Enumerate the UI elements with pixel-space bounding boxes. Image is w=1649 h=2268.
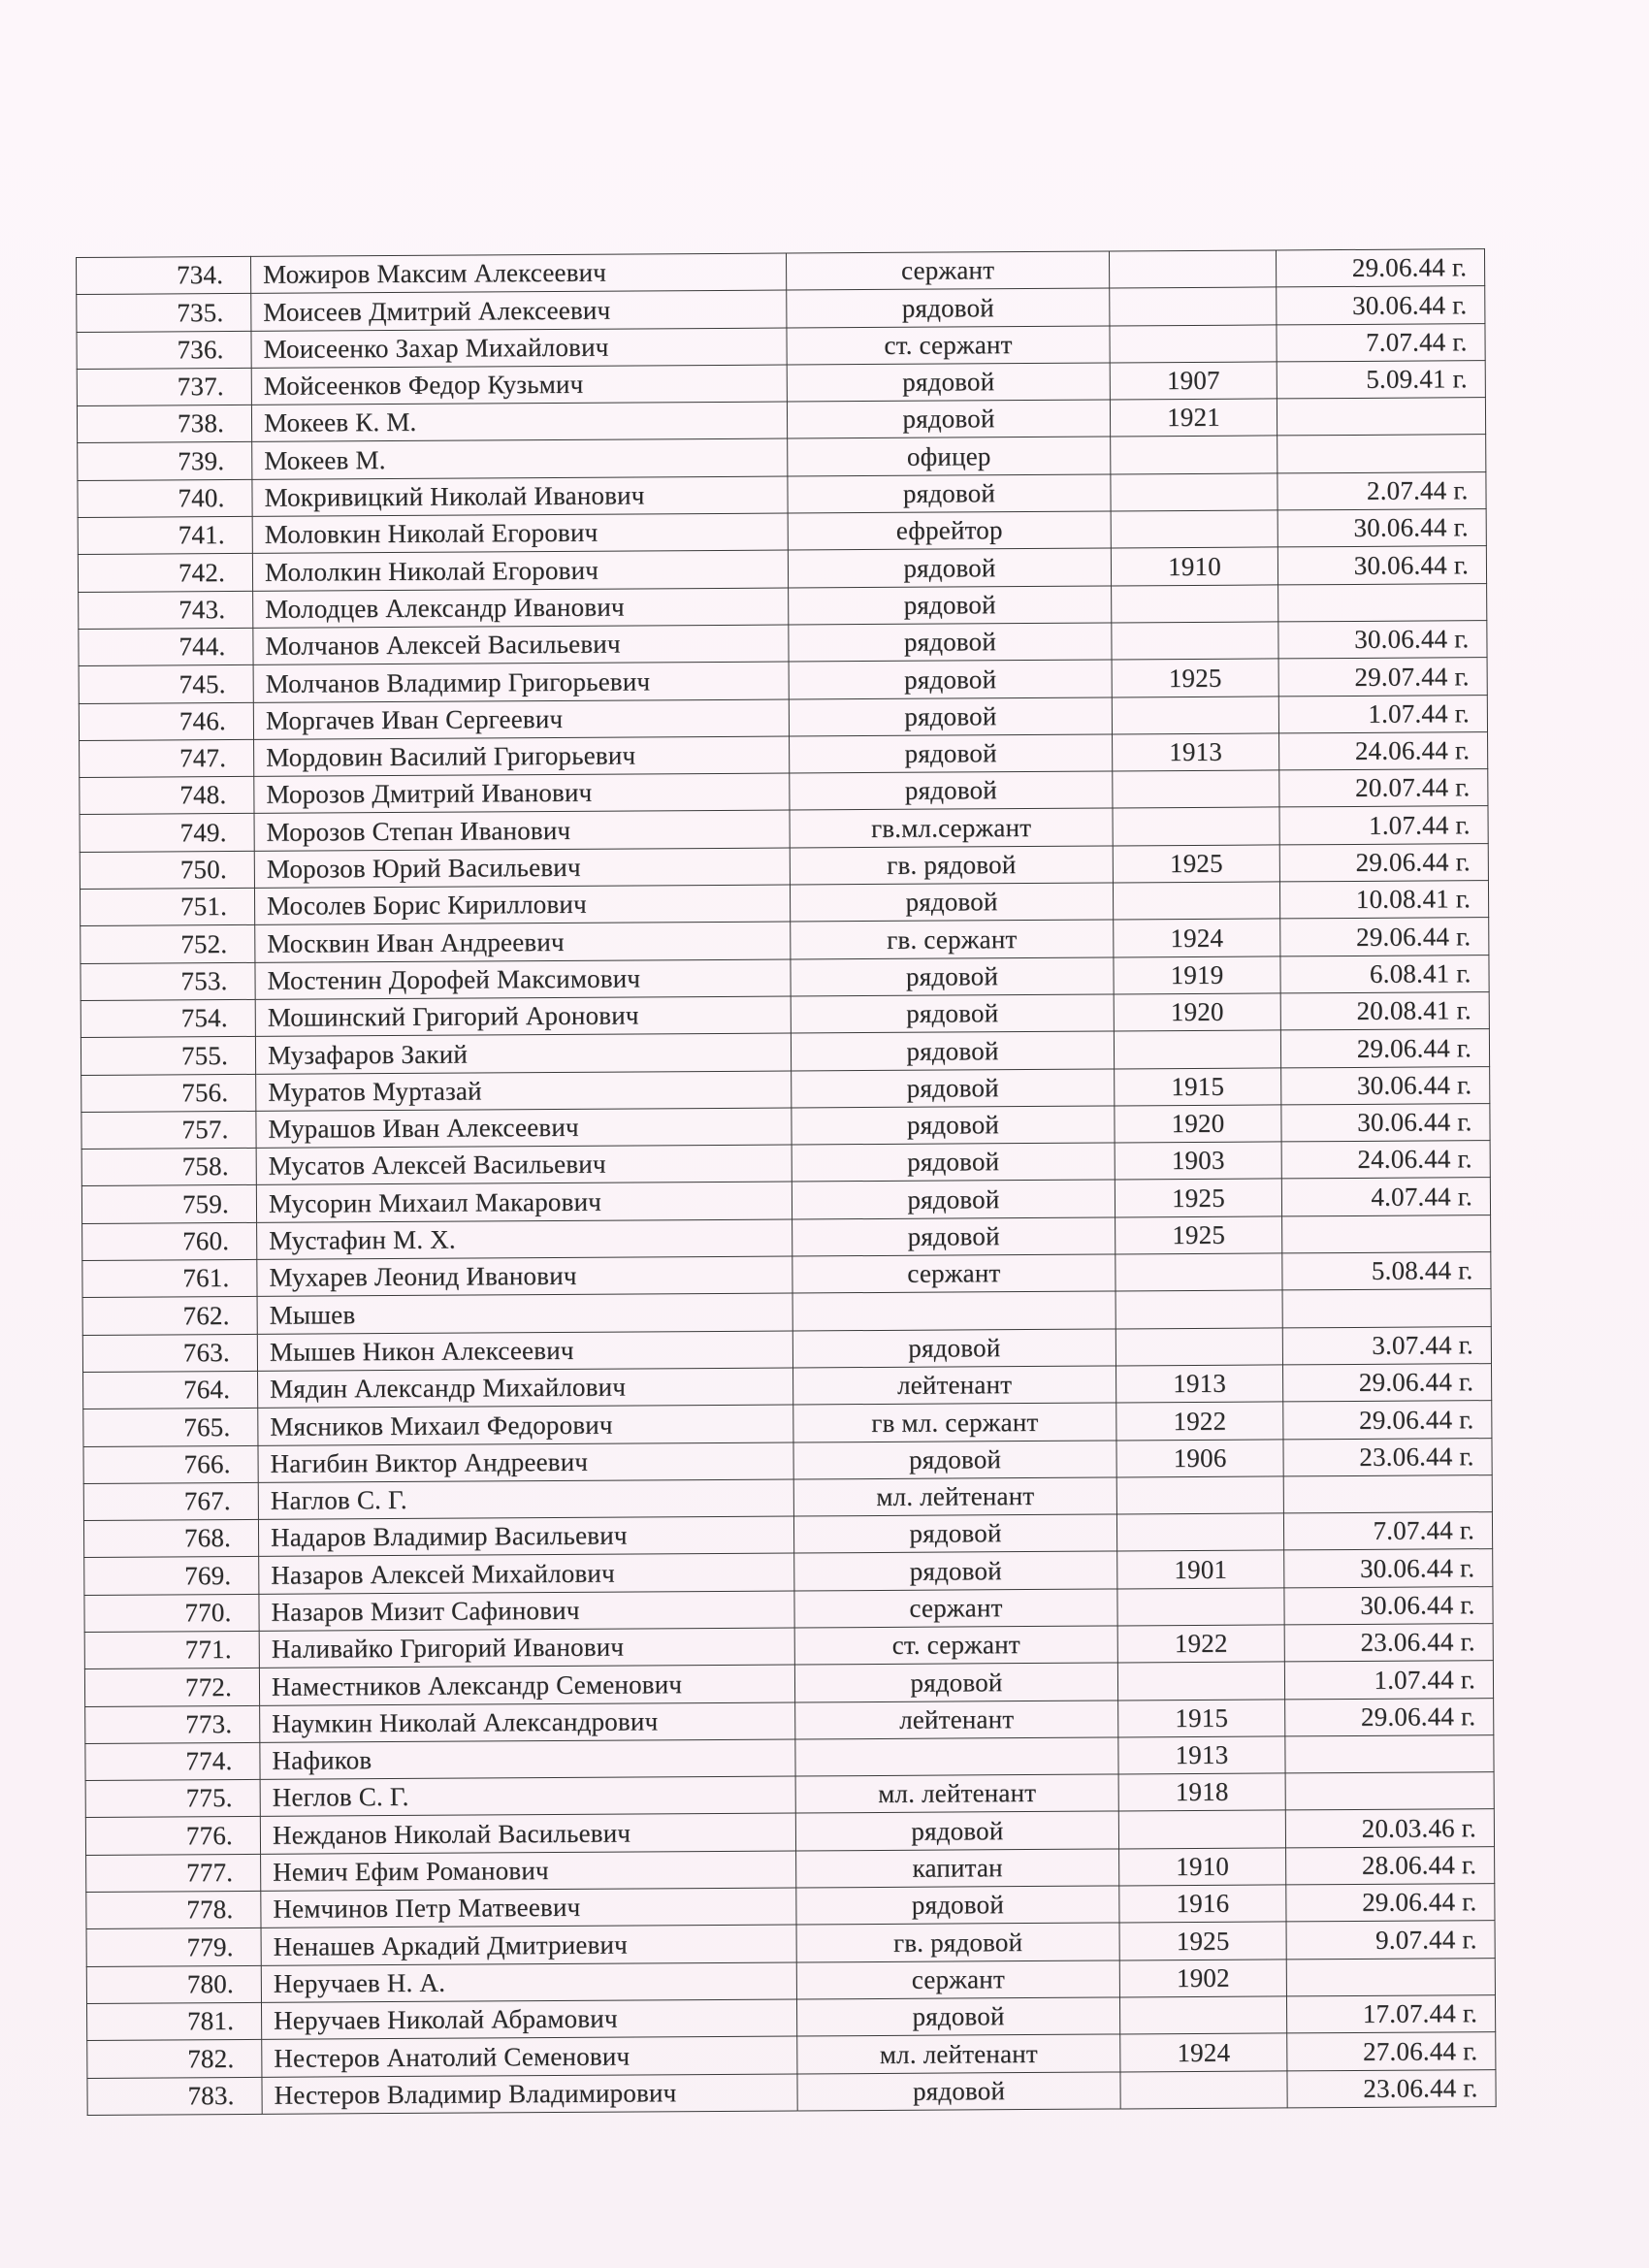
birth-year-cell [1117, 1662, 1284, 1700]
military-rank-cell: рядовой [790, 734, 1113, 773]
death-date-cell [1286, 1958, 1495, 1996]
military-rank-cell: рядовой [793, 1440, 1116, 1478]
row-number-cell: 746. [79, 702, 253, 740]
birth-year-cell: 1907 [1110, 362, 1277, 400]
person-name-cell: Мосолев Борис Кириллович [254, 885, 790, 925]
death-date-cell: 20.07.44 г. [1279, 769, 1488, 808]
military-rank-cell: рядовой [788, 548, 1111, 587]
row-number-cell: 741. [78, 516, 252, 554]
person-name-cell: Молчанов Владимир Григорьевич [253, 662, 789, 702]
person-name-cell: Мокеев М. [252, 439, 788, 480]
birth-year-cell: 1924 [1114, 919, 1280, 956]
death-date-cell: 30.06.44 г. [1277, 546, 1486, 585]
person-name-cell: Мокеев К. М. [251, 402, 787, 442]
row-number-cell: 753. [81, 962, 255, 1000]
person-name-cell: Моргачев Иван Сергеевич [253, 699, 789, 740]
person-name-cell: Молчанов Алексей Васильевич [253, 625, 789, 665]
birth-year-cell [1111, 510, 1277, 548]
birth-year-cell: 1924 [1120, 2033, 1287, 2071]
military-rank-cell: рядовой [791, 1031, 1114, 1070]
row-number-cell: 745. [79, 665, 253, 703]
row-number-cell: 782. [87, 2040, 262, 2078]
birth-year-cell: 1922 [1116, 1402, 1283, 1440]
birth-year-cell: 1925 [1112, 659, 1278, 697]
birth-year-cell [1114, 1030, 1280, 1068]
row-number-cell: 776. [85, 1817, 260, 1855]
person-name-cell: Ненашев Аркадий Дмитриевич [261, 1925, 796, 1965]
birth-year-cell: 1922 [1117, 1625, 1284, 1663]
military-rank-cell: рядовой [791, 994, 1114, 1033]
death-date-cell [1282, 1289, 1491, 1328]
death-date-cell: 30.06.44 г. [1278, 621, 1487, 660]
death-date-cell: 23.06.44 г. [1284, 1624, 1493, 1663]
row-number-cell: 756. [81, 1074, 256, 1112]
military-rank-cell: лейтенант [795, 1701, 1118, 1739]
military-rank-cell: гв. рядовой [790, 846, 1113, 885]
death-date-cell [1285, 1734, 1494, 1773]
person-name-cell: Мойсеенков Федор Кузьмич [251, 365, 787, 405]
birth-year-cell [1112, 622, 1278, 660]
row-number-cell: 770. [84, 1594, 259, 1632]
row-number-cell: 736. [77, 331, 251, 369]
death-date-cell: 1.07.44 г. [1278, 695, 1487, 733]
person-name-cell: Надаров Владимир Васильевич [258, 1516, 793, 1557]
birth-year-cell: 1910 [1119, 1848, 1286, 1886]
birth-year-cell: 1913 [1113, 733, 1279, 771]
person-name-cell: Неручаев Николай Абрамович [261, 1999, 796, 2040]
birth-year-cell: 1925 [1115, 1179, 1281, 1216]
person-name-cell: Молодцев Александр Иванович [253, 588, 789, 629]
row-number-cell: 777. [86, 1854, 261, 1892]
person-name-cell: Нагибин Виктор Андреевич [258, 1442, 793, 1483]
birth-year-cell [1116, 1290, 1282, 1328]
military-rank-cell [795, 1737, 1118, 1776]
birth-year-cell [1116, 1328, 1282, 1366]
death-date-cell: 17.07.44 г. [1286, 1995, 1495, 2034]
military-rank-cell: рядовой [787, 363, 1110, 402]
birth-year-cell: 1920 [1114, 993, 1280, 1031]
row-number-cell: 735. [77, 294, 251, 332]
row-number-cell: 739. [78, 442, 252, 480]
military-rank-cell: ефрейтор [788, 511, 1111, 550]
person-name-cell: Мордовин Василий Григорьевич [254, 736, 790, 777]
military-rank-cell: сержант [792, 1254, 1116, 1293]
military-rank-cell: сержант [796, 1960, 1119, 1999]
military-rank-cell: рядовой [792, 1180, 1115, 1218]
birth-year-cell: 1918 [1118, 1773, 1285, 1811]
death-date-cell [1285, 1772, 1494, 1811]
person-name-cell: Морозов Дмитрий Иванович [254, 773, 790, 814]
birth-year-cell: 1906 [1116, 1439, 1283, 1476]
military-rank-cell: рядовой [792, 1106, 1115, 1145]
row-number-cell: 763. [82, 1334, 257, 1372]
row-number-cell: 779. [86, 1928, 261, 1966]
row-number-cell: 740. [78, 479, 252, 517]
row-number-cell: 755. [81, 1037, 255, 1075]
death-date-cell: 28.06.44 г. [1286, 1846, 1495, 1885]
military-rank-cell: рядовой [787, 288, 1110, 327]
death-date-cell: 29.06.44 г. [1280, 918, 1489, 956]
death-date-cell: 7.07.44 г. [1277, 323, 1485, 362]
person-name-cell: Нестеров Владимир Владимирович [262, 2074, 797, 2115]
birth-year-cell: 1925 [1113, 845, 1279, 883]
birth-year-cell [1113, 882, 1279, 920]
birth-year-cell: 1919 [1114, 956, 1280, 994]
row-number-cell: 738. [77, 405, 251, 443]
military-rank-cell: рядовой [787, 400, 1110, 438]
death-date-cell: 29.06.44 г. [1283, 1401, 1492, 1440]
birth-year-cell [1116, 1476, 1283, 1514]
death-date-cell: 30.06.44 г. [1277, 286, 1485, 325]
row-number-cell: 762. [82, 1297, 257, 1335]
military-rank-cell: рядовой [795, 1811, 1118, 1850]
person-name-cell: Мусатов Алексей Васильевич [256, 1145, 792, 1185]
row-number-cell: 766. [83, 1445, 258, 1483]
military-rank-cell: рядовой [789, 586, 1112, 625]
person-name-cell: Моловкин Николай Егорович [252, 513, 788, 554]
death-date-cell [1277, 435, 1486, 473]
birth-year-cell: 1913 [1116, 1365, 1283, 1403]
military-rank-cell: гв мл. сержант [793, 1403, 1116, 1442]
birth-year-cell [1119, 1996, 1286, 2034]
birth-year-cell [1112, 696, 1278, 733]
row-number-cell: 758. [81, 1149, 256, 1186]
military-rank-cell: рядовой [792, 1143, 1115, 1182]
row-number-cell: 760. [82, 1222, 257, 1260]
birth-year-cell [1111, 436, 1277, 473]
death-date-cell [1277, 398, 1485, 437]
person-name-cell: Мурашов Иван Алексеевич [256, 1108, 792, 1149]
row-number-cell: 771. [84, 1631, 259, 1669]
death-date-cell: 10.08.41 г. [1279, 881, 1488, 920]
death-date-cell: 29.06.44 г. [1282, 1364, 1491, 1403]
person-name-cell: Наливайко Григорий Иванович [259, 1628, 794, 1669]
person-name-cell: Мустафин М. Х. [257, 1219, 792, 1260]
person-name-cell: Нестеров Анатолий Семенович [262, 2036, 797, 2077]
death-date-cell: 6.08.41 г. [1280, 955, 1489, 993]
row-number-cell: 780. [86, 1965, 261, 2003]
military-rank-cell [792, 1291, 1116, 1330]
military-rank-cell: рядовой [792, 1329, 1116, 1368]
military-rank-cell: капитан [796, 1849, 1119, 1888]
military-rank-cell: рядовой [794, 1663, 1117, 1701]
military-rank-cell: рядовой [794, 1551, 1117, 1590]
row-number-cell: 742. [78, 554, 252, 592]
row-number-cell: 748. [80, 777, 254, 815]
death-date-cell: 23.06.44 г. [1287, 2069, 1496, 2108]
death-date-cell [1283, 1474, 1492, 1513]
row-number-cell: 761. [82, 1259, 257, 1297]
military-rank-cell: сержант [786, 251, 1109, 290]
death-date-cell [1278, 583, 1487, 622]
birth-year-cell: 1925 [1116, 1216, 1282, 1254]
death-date-cell: 9.07.44 г. [1286, 1921, 1495, 1960]
military-rank-cell: рядовой [793, 1514, 1116, 1553]
row-number-cell: 757. [81, 1111, 256, 1149]
military-rank-cell: мл. лейтенант [797, 2034, 1120, 2073]
person-name-cell: Мусорин Михаил Макарович [256, 1182, 792, 1222]
row-number-cell: 772. [84, 1669, 259, 1706]
person-name-cell: Мололкин Николай Егорович [252, 550, 788, 591]
person-name-cell: Немчинов Петр Матвеевич [261, 1888, 796, 1928]
military-rank-cell: ст. сержант [787, 326, 1110, 365]
birth-year-cell: 1915 [1115, 1067, 1281, 1105]
row-number-cell: 752. [81, 925, 255, 963]
death-date-cell: 20.03.46 г. [1285, 1809, 1494, 1848]
death-date-cell: 27.06.44 г. [1287, 2032, 1496, 2071]
roster-table [76, 248, 1497, 2116]
death-date-cell: 29.06.44 г. [1285, 1698, 1494, 1736]
birth-year-cell [1110, 287, 1277, 325]
death-date-cell [1282, 1215, 1491, 1253]
person-name-cell: Наумкин Николай Александрович [260, 1702, 795, 1743]
row-number-cell: 773. [85, 1705, 260, 1743]
military-rank-cell: гв.мл.сержант [790, 808, 1113, 847]
person-name-cell: Морозов Степан Иванович [254, 810, 790, 851]
birth-year-cell: 1921 [1110, 399, 1277, 437]
birth-year-cell: 1901 [1117, 1550, 1284, 1588]
birth-year-cell: 1925 [1119, 1922, 1286, 1960]
person-name-cell: Неручаев Н. А. [261, 1962, 796, 2003]
row-number-cell: 751. [80, 888, 254, 925]
row-number-cell: 750. [80, 851, 254, 889]
row-number-cell: 737. [77, 368, 251, 405]
person-name-cell: Мышев [257, 1293, 792, 1334]
table-row [87, 2069, 1496, 2115]
person-name-cell: Муратов Муртазай [256, 1071, 792, 1112]
military-rank-cell: рядовой [792, 1069, 1115, 1108]
row-number-cell: 774. [85, 1742, 260, 1780]
birth-year-cell: 1916 [1119, 1885, 1286, 1923]
death-date-cell: 3.07.44 г. [1282, 1326, 1491, 1365]
row-number-cell: 769. [84, 1557, 259, 1595]
birth-year-cell: 1903 [1115, 1142, 1281, 1180]
person-name-cell: Музафаров Закий [255, 1033, 791, 1074]
person-name-cell: Мокривицкий Николай Иванович [252, 476, 788, 517]
roster-table-body [77, 249, 1497, 2116]
person-name-cell: Неглов С. Г. [260, 1776, 795, 1817]
death-date-cell: 23.06.44 г. [1283, 1438, 1492, 1476]
person-name-cell: Мядин Александр Михайлович [258, 1368, 793, 1409]
birth-year-cell: 1913 [1118, 1736, 1285, 1774]
person-name-cell: Назаров Алексей Михайлович [259, 1553, 794, 1594]
person-name-cell: Можиров Максим Алексеевич [250, 253, 786, 294]
row-number-cell: 744. [79, 628, 253, 665]
person-name-cell: Мясников Михаил Федорович [258, 1405, 793, 1445]
death-date-cell: 29.06.44 г. [1286, 1884, 1495, 1923]
row-number-cell: 783. [87, 2077, 262, 2115]
person-name-cell: Моисеев Дмитрий Алексеевич [251, 290, 787, 331]
row-number-cell: 734. [77, 256, 251, 294]
death-date-cell: 30.06.44 г. [1284, 1549, 1493, 1588]
row-number-cell: 768. [83, 1519, 258, 1557]
birth-year-cell [1120, 2070, 1287, 2108]
birth-year-cell: 1910 [1111, 547, 1277, 585]
military-rank-cell: гв. рядовой [796, 1923, 1119, 1961]
military-rank-cell: рядовой [790, 883, 1113, 922]
row-number-cell: 765. [83, 1409, 258, 1446]
row-number-cell: 759. [81, 1185, 256, 1223]
person-name-cell: Немич Ефим Романович [261, 1851, 796, 1892]
row-number-cell: 743. [79, 591, 253, 629]
person-name-cell: Нафиков [260, 1739, 795, 1780]
birth-year-cell [1113, 770, 1279, 808]
birth-year-cell [1117, 1588, 1284, 1626]
row-number-cell: 778. [86, 1891, 261, 1928]
death-date-cell: 5.08.44 г. [1282, 1252, 1491, 1291]
death-date-cell: 24.06.44 г. [1279, 731, 1488, 770]
military-rank-cell: ст. сержант [794, 1626, 1117, 1665]
death-date-cell: 1.07.44 г. [1284, 1661, 1493, 1700]
military-rank-cell: сержант [794, 1589, 1117, 1628]
row-number-cell: 775. [85, 1780, 260, 1818]
person-name-cell: Назаров Мизит Сафинович [259, 1591, 794, 1632]
row-number-cell: 764. [83, 1371, 258, 1409]
birth-year-cell [1109, 250, 1276, 288]
person-name-cell: Мухарев Леонид Иванович [257, 1256, 792, 1297]
person-name-cell: Мостенин Дорофей Максимович [255, 959, 791, 1000]
military-rank-cell: рядовой [788, 474, 1111, 513]
birth-year-cell: 1920 [1115, 1105, 1281, 1143]
military-rank-cell: офицер [788, 437, 1111, 475]
military-rank-cell: рядовой [789, 623, 1112, 662]
death-date-cell: 29.06.44 г. [1279, 843, 1488, 882]
military-rank-cell: лейтенант [793, 1366, 1116, 1405]
military-rank-cell: рядовой [790, 771, 1113, 810]
row-number-cell: 747. [80, 739, 254, 777]
military-rank-cell: мл. лейтенант [795, 1774, 1118, 1813]
death-date-cell: 30.06.44 г. [1284, 1586, 1493, 1625]
military-rank-cell: рядовой [797, 2072, 1120, 2111]
row-number-cell: 781. [86, 2002, 261, 2040]
row-number-cell: 749. [80, 814, 254, 852]
person-name-cell: Морозов Юрий Васильевич [254, 848, 790, 889]
military-rank-cell: мл. лейтенант [793, 1477, 1116, 1516]
death-date-cell: 29.06.44 г. [1276, 249, 1484, 288]
birth-year-cell [1116, 1513, 1283, 1551]
birth-year-cell: 1902 [1119, 1960, 1286, 1997]
person-name-cell: Наместников Александр Семенович [259, 1665, 794, 1705]
row-number-cell: 754. [81, 999, 255, 1037]
birth-year-cell [1118, 1810, 1285, 1848]
military-rank-cell: рядовой [796, 1886, 1119, 1925]
death-date-cell: 4.07.44 г. [1281, 1178, 1490, 1216]
death-date-cell: 29.07.44 г. [1278, 658, 1487, 697]
person-name-cell: Мышев Никон Алексеевич [257, 1331, 792, 1372]
military-rank-cell: гв. сержант [791, 920, 1114, 958]
military-rank-cell: рядовой [792, 1217, 1116, 1256]
death-date-cell: 24.06.44 г. [1281, 1141, 1490, 1180]
birth-year-cell [1110, 325, 1277, 363]
death-date-cell: 29.06.44 г. [1280, 1029, 1489, 1068]
military-rank-cell: рядовой [791, 957, 1114, 996]
person-name-cell: Моисеенко Захар Михайлович [251, 328, 787, 369]
person-name-cell: Наглов С. Г. [258, 1479, 793, 1520]
birth-year-cell [1112, 585, 1278, 623]
birth-year-cell [1111, 473, 1277, 511]
military-rank-cell: рядовой [789, 697, 1112, 736]
person-name-cell: Нежданов Николай Васильевич [260, 1813, 795, 1854]
death-date-cell: 30.06.44 г. [1277, 509, 1486, 548]
death-date-cell: 1.07.44 г. [1279, 806, 1488, 845]
birth-year-cell: 1915 [1118, 1699, 1285, 1736]
death-date-cell: 30.06.44 г. [1281, 1103, 1490, 1142]
birth-year-cell [1116, 1253, 1282, 1291]
row-number-cell: 767. [83, 1482, 258, 1520]
person-name-cell: Москвин Иван Андреевич [255, 922, 791, 962]
death-date-cell: 2.07.44 г. [1277, 471, 1486, 510]
death-date-cell: 5.09.41 г. [1277, 361, 1485, 400]
death-date-cell: 7.07.44 г. [1283, 1512, 1492, 1551]
roster-table-container [76, 248, 1496, 2116]
military-rank-cell: рядовой [789, 660, 1112, 698]
death-date-cell: 20.08.41 г. [1280, 992, 1489, 1031]
birth-year-cell [1113, 807, 1279, 845]
death-date-cell: 30.06.44 г. [1281, 1066, 1490, 1105]
military-rank-cell: рядовой [796, 1997, 1119, 2036]
person-name-cell: Мошинский Григорий Аронович [255, 996, 791, 1037]
